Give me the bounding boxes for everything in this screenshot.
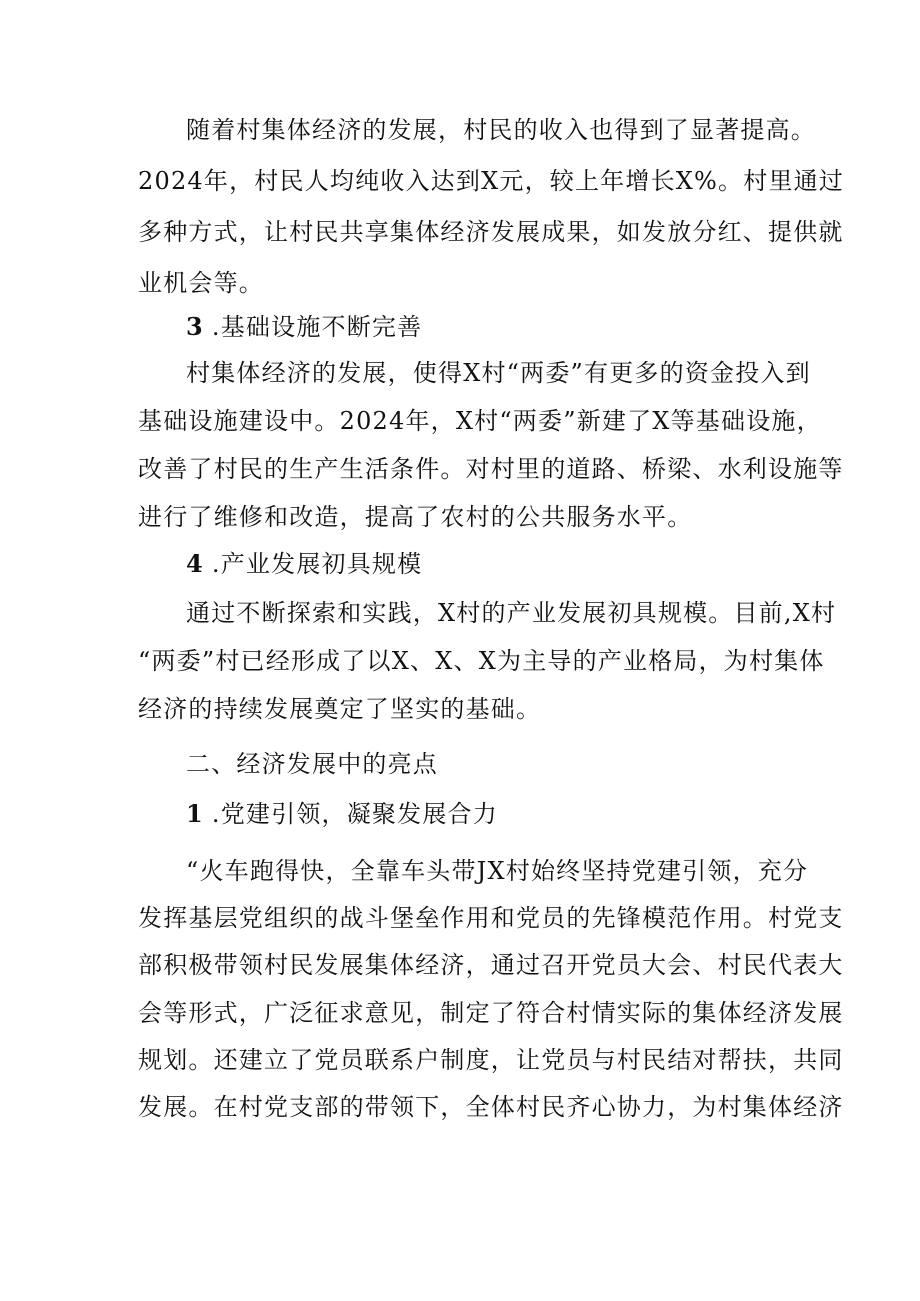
section-1-title: .党建引领，凝聚发展合力 [211, 800, 498, 828]
paragraph-industry-line-1: 通过不断探索和实践，X村的产业发展初具规模。目前,X村 [186, 599, 837, 627]
section-3-heading [186, 307, 788, 347]
chapter-2-title: 二、经济发展中的亮点 [186, 750, 438, 778]
paragraph-income-line-2: 2024年，村民人均纯收入达到X元，较上年增长X%。村里通过 [138, 167, 845, 195]
paragraph-infrastructure-line-1: 村集体经济的发展，使得X村“两委”有更多的资金投入到 [186, 359, 811, 387]
section-4-number: 4 [186, 549, 204, 578]
section-3-number: 3 [186, 312, 204, 341]
section-4-heading [186, 544, 788, 584]
paragraph-income-line-1: 随着村集体经济的发展，村民的收入也得到了显著提高。 [186, 116, 816, 144]
paragraph-party-line-6: 发展。在村党支部的带领下，全体村民齐心协力，为村集体经济 [138, 1093, 844, 1121]
paragraph-party-line-5: 规划。还建立了党员联系户制度，让党员与村民结对帮扶，共同 [138, 1046, 844, 1074]
paragraph-infrastructure-line-3: 改善了村民的生产生活条件。对村里的道路、桥梁、水利设施等 [138, 455, 844, 483]
section-1-heading [186, 794, 788, 834]
section-4-title: .产业发展初具规模 [211, 550, 423, 578]
paragraph-income-line-4: 业机会等。 [138, 269, 264, 297]
paragraph-party-line-1: “火车跑得快，全靠车头带JX村始终坚持党建引领，充分 [186, 857, 809, 885]
paragraph-party-line-3: 部积极带领村民发展集体经济，通过召开党员大会、村民代表大 [138, 951, 844, 979]
section-3-title: .基础设施不断完善 [211, 313, 423, 341]
section-1-number: 1 [186, 799, 204, 828]
paragraph-party-line-2: 发挥基层党组织的战斗堡垒作用和党员的先锋模范作用。村党支 [138, 904, 844, 932]
paragraph-infrastructure-line-2: 基础设施建设中。2024年，X村“两委”新建了X等基础设施， [138, 407, 822, 435]
paragraph-industry-line-3: 经济的持续发展奠定了坚实的基础。 [138, 695, 542, 723]
paragraph-party-line-4: 会等形式，广泛征求意见，制定了符合村情实际的集体经济发展 [138, 999, 844, 1027]
paragraph-income-line-3: 多种方式，让村民共享集体经济发展成果，如发放分红、提供就 [138, 218, 844, 246]
paragraph-industry-line-2: “两委”村已经形成了以X、X、X为主导的产业格局，为村集体 [138, 647, 825, 675]
paragraph-infrastructure-line-4: 进行了维修和改造，提高了农村的公共服务水平。 [138, 503, 693, 531]
